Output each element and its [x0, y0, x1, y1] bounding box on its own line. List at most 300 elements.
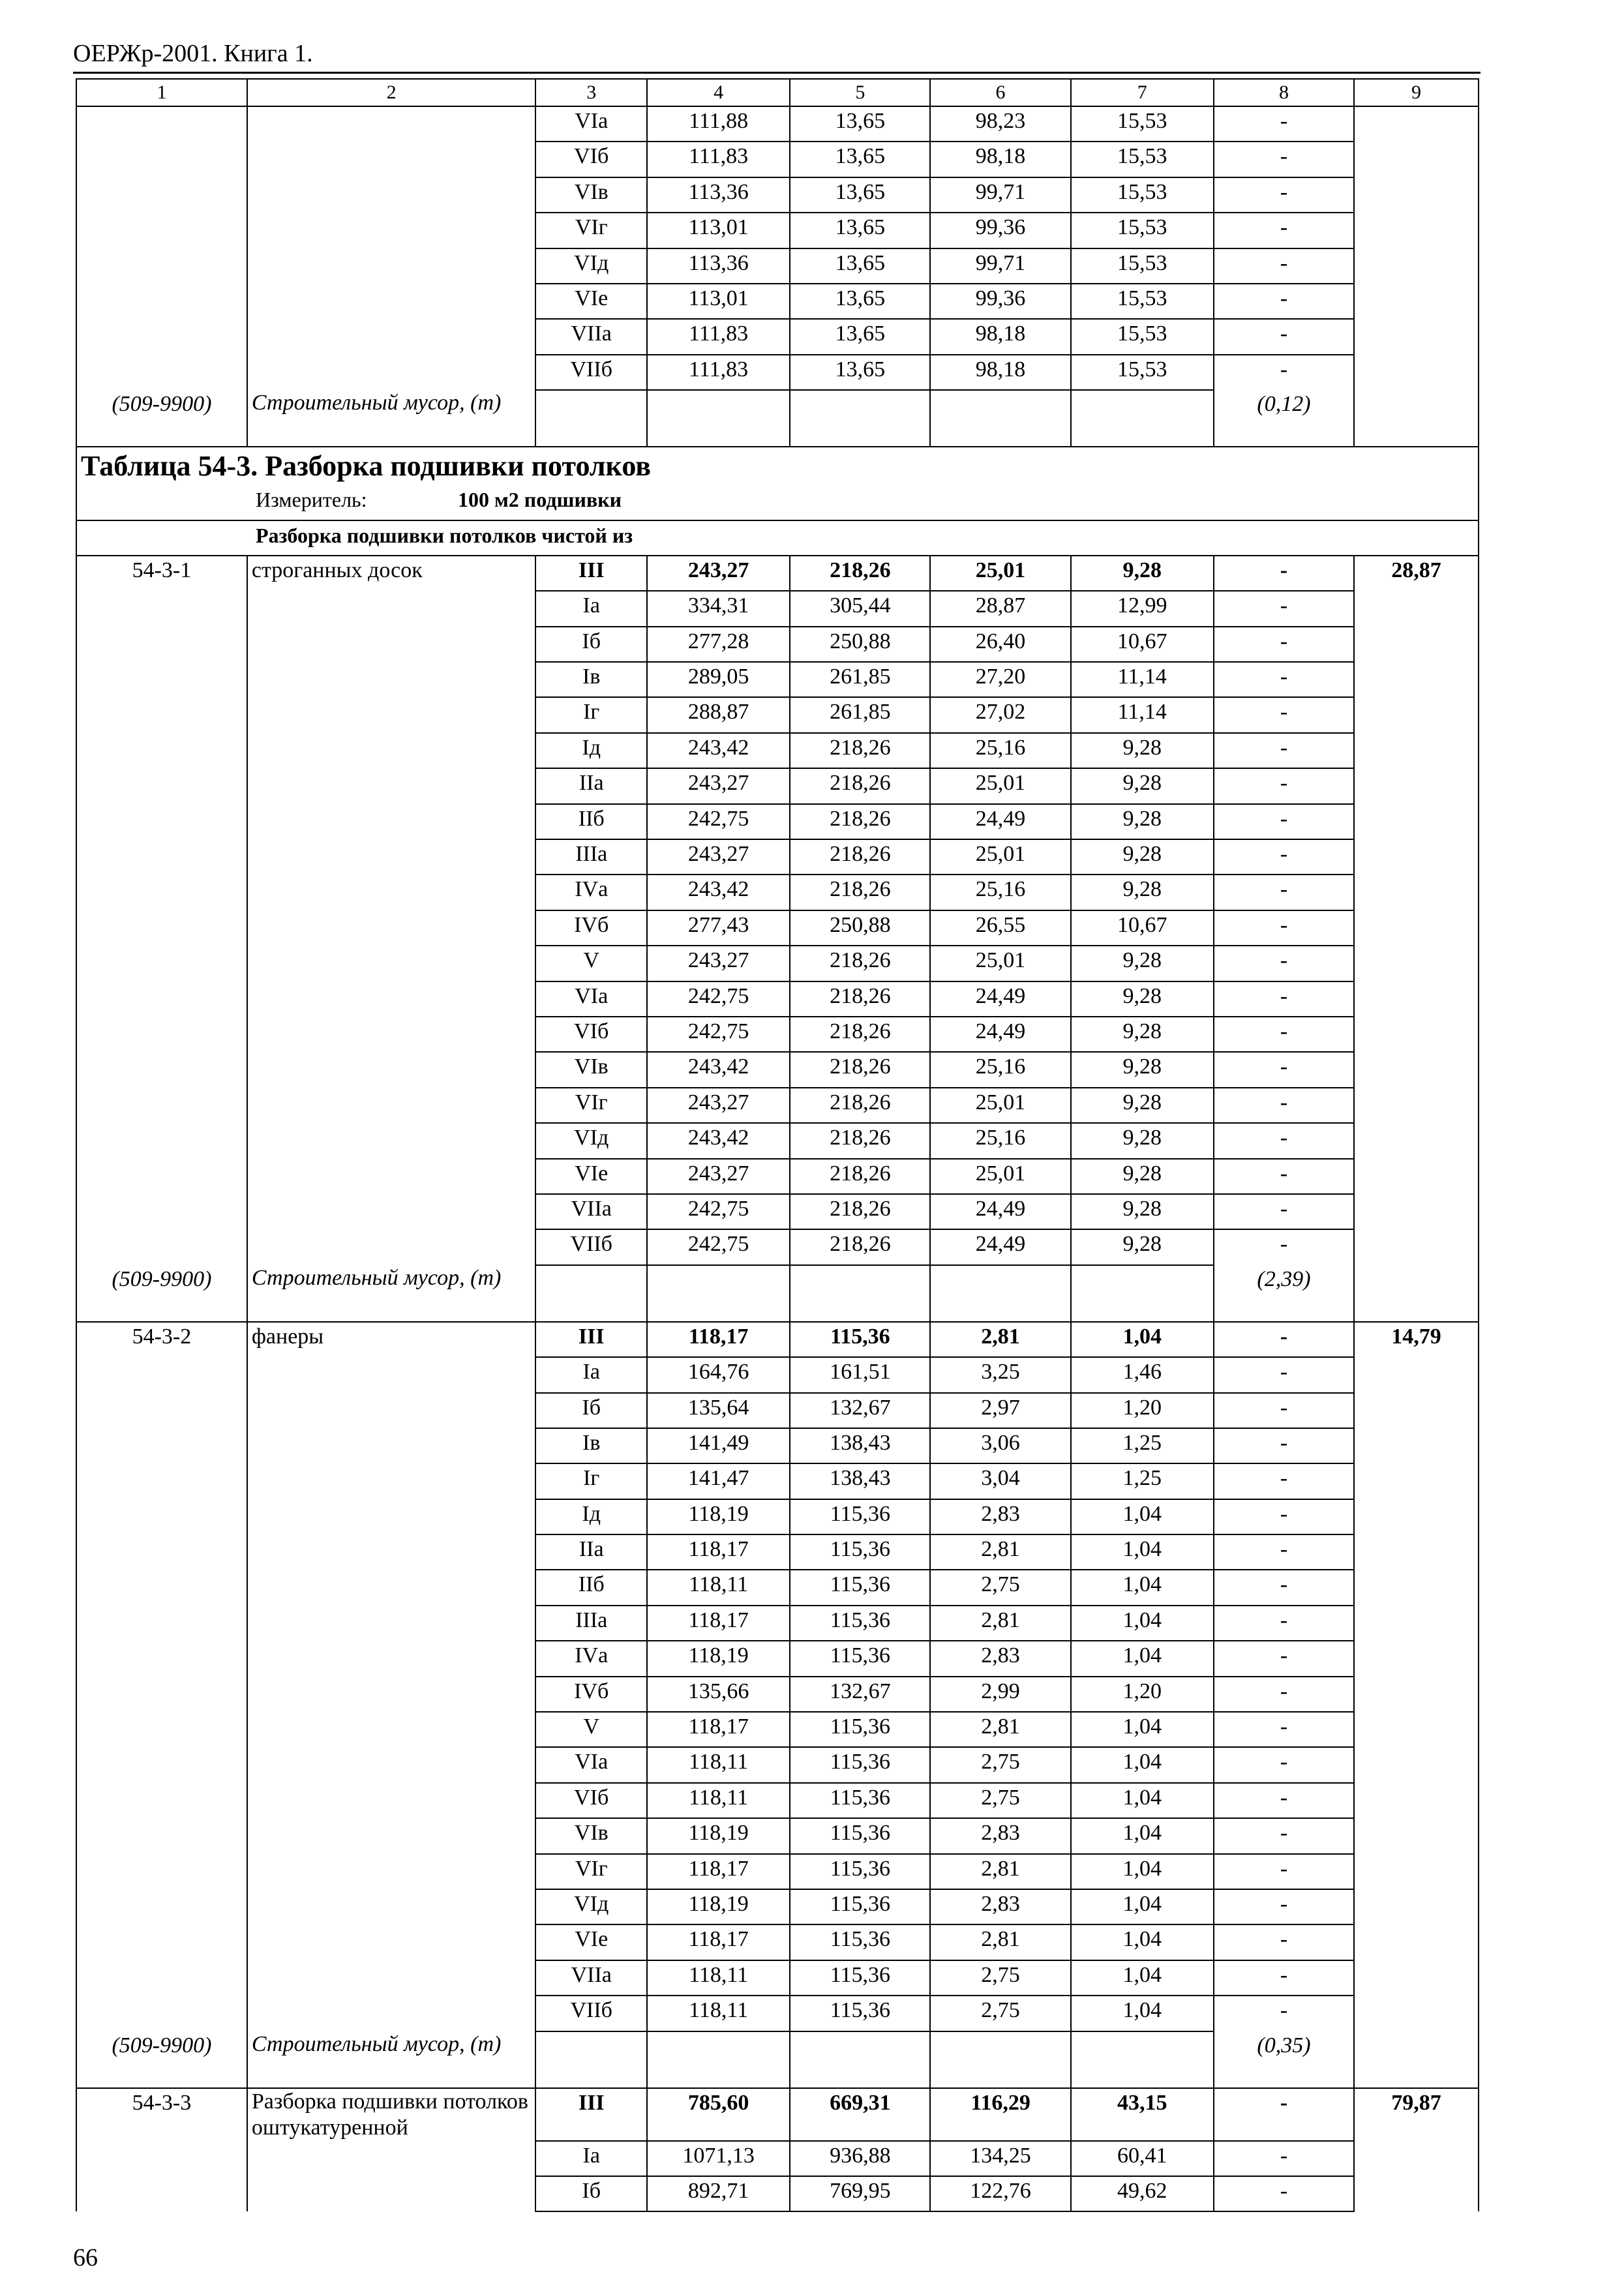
total-cell: [1354, 1393, 1479, 1428]
value-cell: 115,36: [790, 1570, 930, 1605]
total-cell: 79,87: [1354, 2088, 1479, 2141]
table-row: [76, 697, 1479, 732]
value-cell: -: [1214, 142, 1354, 177]
empty-cell: [790, 1265, 930, 1322]
code-cell: [76, 1606, 247, 1641]
total-cell: [1354, 1889, 1479, 1924]
name-cell: [247, 946, 536, 981]
zone-cell: VIIб: [535, 1229, 647, 1264]
total-cell: [1354, 768, 1479, 803]
value-cell: 9,28: [1071, 1159, 1214, 1194]
value-cell: 243,27: [647, 1088, 790, 1123]
code-cell: [76, 1229, 247, 1264]
name-cell: [247, 142, 536, 177]
measure-value: 100 м2 подшивки: [458, 488, 622, 512]
column-number: 2: [247, 79, 536, 106]
total-cell: [1354, 981, 1479, 1017]
waste-code: (509-9900): [76, 1265, 247, 1322]
value-cell: 27,02: [930, 697, 1070, 732]
table-row: [76, 2176, 1479, 2211]
code-cell: [76, 1017, 247, 1052]
code-cell: [76, 1534, 247, 1570]
value-cell: 25,01: [930, 946, 1070, 981]
name-cell: [247, 1123, 536, 1158]
code-cell: [76, 248, 247, 284]
zone-cell: Iб: [535, 2176, 647, 2211]
value-cell: 1,04: [1071, 1570, 1214, 1605]
zone-cell: Iг: [535, 1463, 647, 1499]
total-cell: 14,79: [1354, 1322, 1479, 1357]
value-cell: -: [1214, 248, 1354, 284]
code-cell: [76, 733, 247, 768]
table-row: [76, 355, 1479, 390]
total-cell: [1354, 1996, 1479, 2031]
name-cell: [247, 1854, 536, 1889]
zone-cell: Iб: [535, 627, 647, 662]
total-cell: [1354, 1159, 1479, 1194]
code-cell: [76, 106, 247, 142]
value-cell: 28,87: [930, 591, 1070, 626]
name-cell: [247, 1428, 536, 1463]
table-row: [76, 106, 1479, 142]
value-cell: 118,19: [647, 1499, 790, 1534]
value-cell: 2,83: [930, 1641, 1070, 1676]
value-cell: 218,26: [790, 1159, 930, 1194]
value-cell: 289,05: [647, 662, 790, 697]
table-row: [76, 284, 1479, 319]
value-cell: 1,04: [1071, 1996, 1214, 2031]
zone-cell: VIв: [535, 177, 647, 213]
value-cell: 25,16: [930, 1052, 1070, 1087]
value-cell: 13,65: [790, 142, 930, 177]
value-cell: 9,28: [1071, 1052, 1214, 1087]
value-cell: 113,36: [647, 177, 790, 213]
value-cell: 99,71: [930, 177, 1070, 213]
total-cell: [1354, 2141, 1479, 2176]
name-cell: фанеры: [247, 1322, 536, 1357]
zone-cell: VIв: [535, 1818, 647, 1853]
table-row: [76, 1712, 1479, 1747]
waste-value: (2,39): [1214, 1265, 1354, 1322]
code-cell: [76, 1499, 247, 1534]
table-row: [76, 627, 1479, 662]
zone-cell: VIб: [535, 142, 647, 177]
name-cell: [247, 248, 536, 284]
table-row: [76, 1159, 1479, 1194]
value-cell: 1,04: [1071, 1889, 1214, 1924]
value-cell: 2,81: [930, 1606, 1070, 1641]
name-cell: [247, 981, 536, 1017]
code-cell: [76, 1747, 247, 1782]
value-cell: 13,65: [790, 248, 930, 284]
total-cell: [1354, 910, 1479, 946]
zone-cell: III: [535, 2088, 647, 2141]
value-cell: 115,36: [790, 1534, 930, 1570]
value-cell: -: [1214, 1322, 1354, 1357]
value-cell: 115,36: [790, 1960, 930, 1996]
zone-cell: Iд: [535, 733, 647, 768]
value-cell: 2,81: [930, 1322, 1070, 1357]
zone-cell: VIе: [535, 1924, 647, 1960]
zone-cell: VIд: [535, 248, 647, 284]
value-cell: 115,36: [790, 1606, 930, 1641]
value-cell: 1,25: [1071, 1428, 1214, 1463]
zone-cell: VIв: [535, 1052, 647, 1087]
value-cell: 60,41: [1071, 2141, 1214, 2176]
zone-cell: Iв: [535, 1428, 647, 1463]
table-row: [76, 1996, 1479, 2031]
zone-cell: Iг: [535, 697, 647, 732]
value-cell: 9,28: [1071, 1194, 1214, 1229]
value-cell: 118,17: [647, 1924, 790, 1960]
value-cell: 3,25: [930, 1357, 1070, 1392]
value-cell: 3,04: [930, 1463, 1070, 1499]
value-cell: -: [1214, 1854, 1354, 1889]
value-cell: 1,04: [1071, 1499, 1214, 1534]
name-cell: [247, 2141, 536, 2176]
value-cell: 25,16: [930, 875, 1070, 910]
value-cell: 118,17: [647, 1606, 790, 1641]
value-cell: 132,67: [790, 1393, 930, 1428]
code-cell: [76, 142, 247, 177]
value-cell: 118,17: [647, 1854, 790, 1889]
value-cell: 26,55: [930, 910, 1070, 946]
code-cell: [76, 875, 247, 910]
value-cell: 1,04: [1071, 1747, 1214, 1782]
code-cell: 54-3-1: [76, 556, 247, 591]
code-cell: [76, 1783, 247, 1818]
code-cell: [76, 1357, 247, 1392]
name-cell: [247, 2176, 536, 2211]
name-cell: [247, 319, 536, 354]
value-cell: -: [1214, 1159, 1354, 1194]
table-row: [76, 213, 1479, 248]
value-cell: -: [1214, 1194, 1354, 1229]
value-cell: 115,36: [790, 1818, 930, 1853]
code-cell: [76, 284, 247, 319]
code-cell: [76, 1924, 247, 1960]
value-cell: 250,88: [790, 910, 930, 946]
value-cell: 25,01: [930, 768, 1070, 803]
value-cell: 98,18: [930, 142, 1070, 177]
total-cell: [1354, 1534, 1479, 1570]
value-cell: -: [1214, 1463, 1354, 1499]
value-cell: -: [1214, 662, 1354, 697]
value-cell: 1,04: [1071, 1783, 1214, 1818]
code-cell: [76, 319, 247, 354]
name-cell: [247, 1357, 536, 1392]
value-cell: 9,28: [1071, 1088, 1214, 1123]
value-cell: 13,65: [790, 319, 930, 354]
zone-cell: IIб: [535, 804, 647, 839]
zone-cell: Iа: [535, 1357, 647, 1392]
value-cell: 24,49: [930, 1229, 1070, 1264]
empty-cell: [930, 390, 1070, 447]
table-row: [76, 1534, 1479, 1570]
value-cell: -: [1214, 591, 1354, 626]
value-cell: 118,19: [647, 1641, 790, 1676]
value-cell: 2,75: [930, 1747, 1070, 1782]
value-cell: 9,28: [1071, 1017, 1214, 1052]
value-cell: 111,88: [647, 106, 790, 142]
value-cell: 13,65: [790, 177, 930, 213]
section-title: Разборка подшивки потолков чистой из: [76, 520, 1479, 556]
waste-code: (509-9900): [76, 2031, 247, 2088]
value-cell: 243,42: [647, 875, 790, 910]
name-cell: [247, 839, 536, 875]
total-cell: [1354, 1194, 1479, 1229]
zone-cell: VIе: [535, 284, 647, 319]
zone-cell: VIб: [535, 1017, 647, 1052]
table-title-row: [76, 447, 1479, 485]
table-row: [76, 804, 1479, 839]
empty-cell: [535, 390, 647, 447]
value-cell: 113,36: [647, 248, 790, 284]
waste-code: (509-9900): [76, 390, 247, 447]
value-cell: 9,28: [1071, 768, 1214, 803]
code-cell: [76, 1570, 247, 1605]
name-cell: [247, 1924, 536, 1960]
value-cell: -: [1214, 1428, 1354, 1463]
total-cell: [1354, 875, 1479, 910]
value-cell: 2,99: [930, 1677, 1070, 1712]
value-cell: 261,85: [790, 662, 930, 697]
column-number: 3: [535, 79, 647, 106]
code-cell: [76, 355, 247, 390]
code-cell: [76, 1854, 247, 1889]
value-cell: 118,11: [647, 1570, 790, 1605]
value-cell: 1,04: [1071, 1606, 1214, 1641]
table-row: [76, 1357, 1479, 1392]
column-number: 9: [1354, 79, 1479, 106]
value-cell: 13,65: [790, 355, 930, 390]
total-cell: [1354, 627, 1479, 662]
value-cell: 115,36: [790, 1747, 930, 1782]
code-cell: [76, 213, 247, 248]
value-cell: 118,17: [647, 1712, 790, 1747]
value-cell: -: [1214, 768, 1354, 803]
value-cell: 27,20: [930, 662, 1070, 697]
zone-cell: VIб: [535, 1783, 647, 1818]
total-cell: [1354, 1924, 1479, 1960]
value-cell: -: [1214, 1889, 1354, 1924]
table-row: [76, 1889, 1479, 1924]
value-cell: -: [1214, 1052, 1354, 1087]
total-cell: [1354, 733, 1479, 768]
code-cell: [76, 2141, 247, 2176]
empty-cell: [647, 1265, 790, 1322]
value-cell: 218,26: [790, 1088, 930, 1123]
value-cell: 25,01: [930, 556, 1070, 591]
value-cell: 2,75: [930, 1570, 1070, 1605]
waste-name: Строительный мусор, (т): [247, 2031, 536, 2088]
code-cell: [76, 1712, 247, 1747]
measure-row: [76, 485, 1479, 520]
name-cell: Разборка подшивки потолков оштукатуренной: [247, 2088, 536, 2141]
value-cell: 113,01: [647, 284, 790, 319]
name-cell: [247, 1783, 536, 1818]
value-cell: -: [1214, 355, 1354, 390]
value-cell: 15,53: [1071, 106, 1214, 142]
name-cell: [247, 1606, 536, 1641]
code-cell: [76, 1996, 247, 2031]
table-row: [76, 2141, 1479, 2176]
value-cell: 138,43: [790, 1463, 930, 1499]
column-number: 7: [1071, 79, 1214, 106]
code-cell: [76, 981, 247, 1017]
value-cell: 2,81: [930, 1854, 1070, 1889]
value-cell: 243,42: [647, 1052, 790, 1087]
code-cell: [76, 662, 247, 697]
value-cell: -: [1214, 1677, 1354, 1712]
value-cell: 13,65: [790, 106, 930, 142]
value-cell: 24,49: [930, 804, 1070, 839]
zone-cell: VIIб: [535, 355, 647, 390]
value-cell: 288,87: [647, 697, 790, 732]
code-cell: [76, 1159, 247, 1194]
table-row: [76, 248, 1479, 284]
value-cell: -: [1214, 2088, 1354, 2141]
document-header: ОЕРЖр-2001. Книга 1.: [73, 40, 313, 67]
empty-cell: [790, 390, 930, 447]
total-cell: [1354, 1017, 1479, 1052]
header-rule: [73, 72, 1481, 74]
zone-cell: VIа: [535, 981, 647, 1017]
table-row: [76, 177, 1479, 213]
name-cell: [247, 1017, 536, 1052]
value-cell: 115,36: [790, 1889, 930, 1924]
value-cell: 141,47: [647, 1463, 790, 1499]
zone-cell: IIб: [535, 1570, 647, 1605]
value-cell: 277,28: [647, 627, 790, 662]
code-cell: [76, 946, 247, 981]
value-cell: 15,53: [1071, 213, 1214, 248]
value-cell: 115,36: [790, 1712, 930, 1747]
value-cell: -: [1214, 284, 1354, 319]
value-cell: 132,67: [790, 1677, 930, 1712]
total-cell: [1354, 319, 1479, 354]
zone-cell: VIг: [535, 213, 647, 248]
total-cell: [1354, 248, 1479, 284]
zone-cell: III: [535, 1322, 647, 1357]
code-cell: [76, 591, 247, 626]
value-cell: 99,36: [930, 213, 1070, 248]
table-row: [76, 1052, 1479, 1087]
value-cell: 99,36: [930, 284, 1070, 319]
value-cell: 115,36: [790, 1783, 930, 1818]
value-cell: 15,53: [1071, 142, 1214, 177]
zone-cell: IIа: [535, 768, 647, 803]
table-row: [76, 1854, 1479, 1889]
value-cell: 218,26: [790, 768, 930, 803]
empty-cell: [535, 1265, 647, 1322]
empty-cell: [1354, 1265, 1479, 1322]
total-cell: [1354, 1570, 1479, 1605]
value-cell: 24,49: [930, 1194, 1070, 1229]
value-cell: 305,44: [790, 591, 930, 626]
code-cell: [76, 1393, 247, 1428]
name-cell: [247, 1570, 536, 1605]
value-cell: 118,11: [647, 1747, 790, 1782]
value-cell: 15,53: [1071, 355, 1214, 390]
zone-cell: VIд: [535, 1123, 647, 1158]
total-cell: [1354, 697, 1479, 732]
zone-cell: IIIа: [535, 1606, 647, 1641]
column-number: 4: [647, 79, 790, 106]
code-cell: [76, 1818, 247, 1853]
waste-row: [76, 2031, 1479, 2088]
value-cell: -: [1214, 1088, 1354, 1123]
value-cell: 118,17: [647, 1322, 790, 1357]
name-cell: [247, 875, 536, 910]
column-number: 5: [790, 79, 930, 106]
value-cell: -: [1214, 106, 1354, 142]
value-cell: 13,65: [790, 284, 930, 319]
total-cell: [1354, 1677, 1479, 1712]
value-cell: -: [1214, 319, 1354, 354]
total-cell: 28,87: [1354, 556, 1479, 591]
total-cell: [1354, 177, 1479, 213]
zone-cell: Iа: [535, 2141, 647, 2176]
name-cell: [247, 1818, 536, 1853]
waste-name: Строительный мусор, (т): [247, 1265, 536, 1322]
value-cell: 25,01: [930, 1159, 1070, 1194]
table-row: [76, 1747, 1479, 1782]
value-cell: 138,43: [790, 1428, 930, 1463]
table-row: [76, 2088, 1479, 2141]
value-cell: 1,04: [1071, 1924, 1214, 1960]
value-cell: 1,04: [1071, 1641, 1214, 1676]
zone-cell: IVб: [535, 910, 647, 946]
value-cell: 2,83: [930, 1818, 1070, 1853]
value-cell: 2,75: [930, 1960, 1070, 1996]
value-cell: 2,75: [930, 1996, 1070, 2031]
code-cell: [76, 839, 247, 875]
zone-cell: Iв: [535, 662, 647, 697]
value-cell: 9,28: [1071, 1123, 1214, 1158]
value-cell: 9,28: [1071, 839, 1214, 875]
table-row: [76, 1123, 1479, 1158]
value-cell: -: [1214, 2176, 1354, 2211]
zone-cell: V: [535, 946, 647, 981]
code-cell: [76, 1123, 247, 1158]
value-cell: 334,31: [647, 591, 790, 626]
table-row: [76, 662, 1479, 697]
name-cell: [247, 697, 536, 732]
code-cell: [76, 2176, 247, 2211]
zone-cell: IVб: [535, 1677, 647, 1712]
code-cell: [76, 804, 247, 839]
empty-cell: [1071, 390, 1214, 447]
code-cell: [76, 1960, 247, 1996]
value-cell: 25,16: [930, 1123, 1070, 1158]
waste-value: (0,12): [1214, 390, 1354, 447]
total-cell: [1354, 1088, 1479, 1123]
empty-cell: [1071, 1265, 1214, 1322]
zone-cell: VIIа: [535, 319, 647, 354]
table-row: [76, 839, 1479, 875]
value-cell: 134,25: [930, 2141, 1070, 2176]
value-cell: 3,06: [930, 1428, 1070, 1463]
empty-cell: [930, 2031, 1070, 2088]
value-cell: 15,53: [1071, 177, 1214, 213]
value-cell: 11,14: [1071, 662, 1214, 697]
value-cell: 242,75: [647, 981, 790, 1017]
value-cell: 2,83: [930, 1889, 1070, 1924]
table-row: [76, 1924, 1479, 1960]
value-cell: -: [1214, 981, 1354, 1017]
value-cell: 218,26: [790, 875, 930, 910]
